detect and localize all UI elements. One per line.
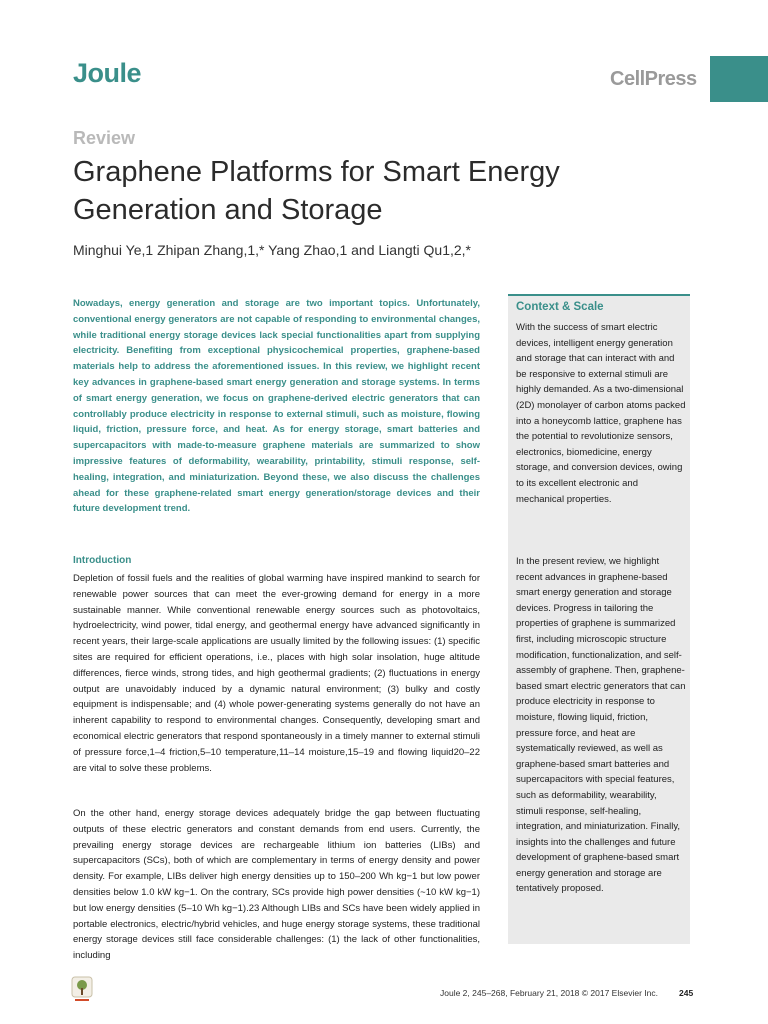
abstract: Nowadays, energy generation and storage are two important topics. Unfortunately, conventional energy generators are not capable of responding to environmental changes, while traditional energy storage devices lack special functionalities apart from supplying electricity. Benefiting from exceptional physicochemical properties, graphene-based materials help to address the aforementioned issues. In this review, we highlight recent key advances in graphene-based smart energy generation and storage systems. In terms of smart energy generation, we focus on graphene-derived electric generators that can controllably produce electricity in response to external stimuli, such as moisture, flowing liquid, friction, pressure force, and heat. As for energy storage, smart batteries and supercapacitors with made-to-measure graphene materials are summarized to show impressive features of deformability, wearability, printability, stimuli response, self-healing, integration, and miniaturization. Beyond these, we also discuss the challenges ahead for these graphene-related smart energy generation/storage devices and their future development trend.	[73, 298, 480, 515]
introduction-paragraph-2: On the other hand, energy storage devices adequately bridge the gap between fluctuating outputs of these electric generators and constant demands from end users. Currently, the prevailing energy storage devices are rechargeable lithium ion batteries (LIBs) and supercapacitors (SCs), both of which are complementary in terms of energy density and power density. For example, LIBs deliver high energy densities up to 150–200 Wh kg−1 but low power densities below 1.0 kW kg−1. On the contrary, SCs provide high power densities (~10 kW kg−1) but low energy densities (5–10 Wh kg−1).23 Although LIBs and SCs have been widely applied in portable electronics, electric/hybrid vehicles, and huge energy storage systems, these traditional energy storage devices still face considerable challenges: (1) the lack of other functionalities, including	[73, 808, 480, 962]
context-scale-paragraph-1: With the success of smart electric devices, intelligent energy generation and storage that can interact with and be responsive to external stimuli are highly demanded. As a two-dimensional (2D) monolayer of carbon atoms packed into a honeycomb lattice, graphene has the potential to revolutionize sensors, electronics, biomedicine, energy storage, and conversion devices, owing to its excellent electronic and mechanical properties.	[516, 322, 686, 505]
context-scale-paragraph-2: In the present review, we highlight recent advances in graphene-based smart energy generation and storage devices. Progress in tailoring the properties of graphene is summarized first, including microscopic structure modification, functionalization, and self-assembly of graphene. Then, graphene-based smart electric generators that can produce electricity in response to moisture, flowing liquid, friction, pressure force, and heat are systematically reviewed, as well as graphene-based smart batteries and supercapacitors with special features, such as deformability, wearability, stimuli response, self-healing, integration, and miniaturization. Finally, insights into the challenges and future development of graphene-based smart energy generation and storage are tentatively proposed.	[516, 556, 686, 895]
page-number: 245	[679, 988, 694, 998]
context-scale-box	[508, 294, 690, 944]
publisher-logo: CellPress	[610, 68, 697, 90]
article-type-label: Review	[73, 128, 136, 148]
introduction-heading: Introduction	[73, 555, 132, 566]
article-title: Graphene Platforms for Smart Energy Generation and Storage	[73, 156, 560, 226]
context-scale-heading: Context & Scale	[516, 301, 604, 313]
footer-citation: Joule 2, 245–268, February 21, 2018 © 2017 Elsevier Inc.	[440, 988, 658, 998]
elsevier-logo-icon	[71, 976, 93, 1004]
author-list: Minghui Ye,1 Zhipan Zhang,1,* Yang Zhao,1 and Liangti Qu1,2,*	[73, 242, 472, 258]
journal-logo: Joule	[73, 58, 142, 88]
publisher-color-bar	[710, 56, 768, 102]
introduction-paragraph-1: Depletion of fossil fuels and the realities of global warming have inspired mankind to search for renewable power sources that can meet the ever-growing demand for energy in a more sustainable manner. While conventional renewable energy sources such as photovoltaics, hydroelectricity, wind power, tidal energy, and geothermal energy have advanced significantly in recent years, their large-scale applications are usually limited by the following issues: (1) specific sites are required for efficient operations, i.e., places with high solar insolation, huge altitude differences, fierce winds, strong tides, and high geothermal gradients; (2) fluctuations in energy output are unavoidably induced by a dynamic natural environment; (3) bulky and costly equipment is indispensable; and (4) whole power-generating systems generally do not have an inherent capability to respond to environmental changes. Consequently, developing smart and economical electric generators that respond spontaneously in a timely manner to external stimuli of pressure force,1–4 friction,5–10 temperature,11–14 moisture,15–19 and flowing liquid20–22 are vital to solve these problems.	[73, 573, 480, 774]
